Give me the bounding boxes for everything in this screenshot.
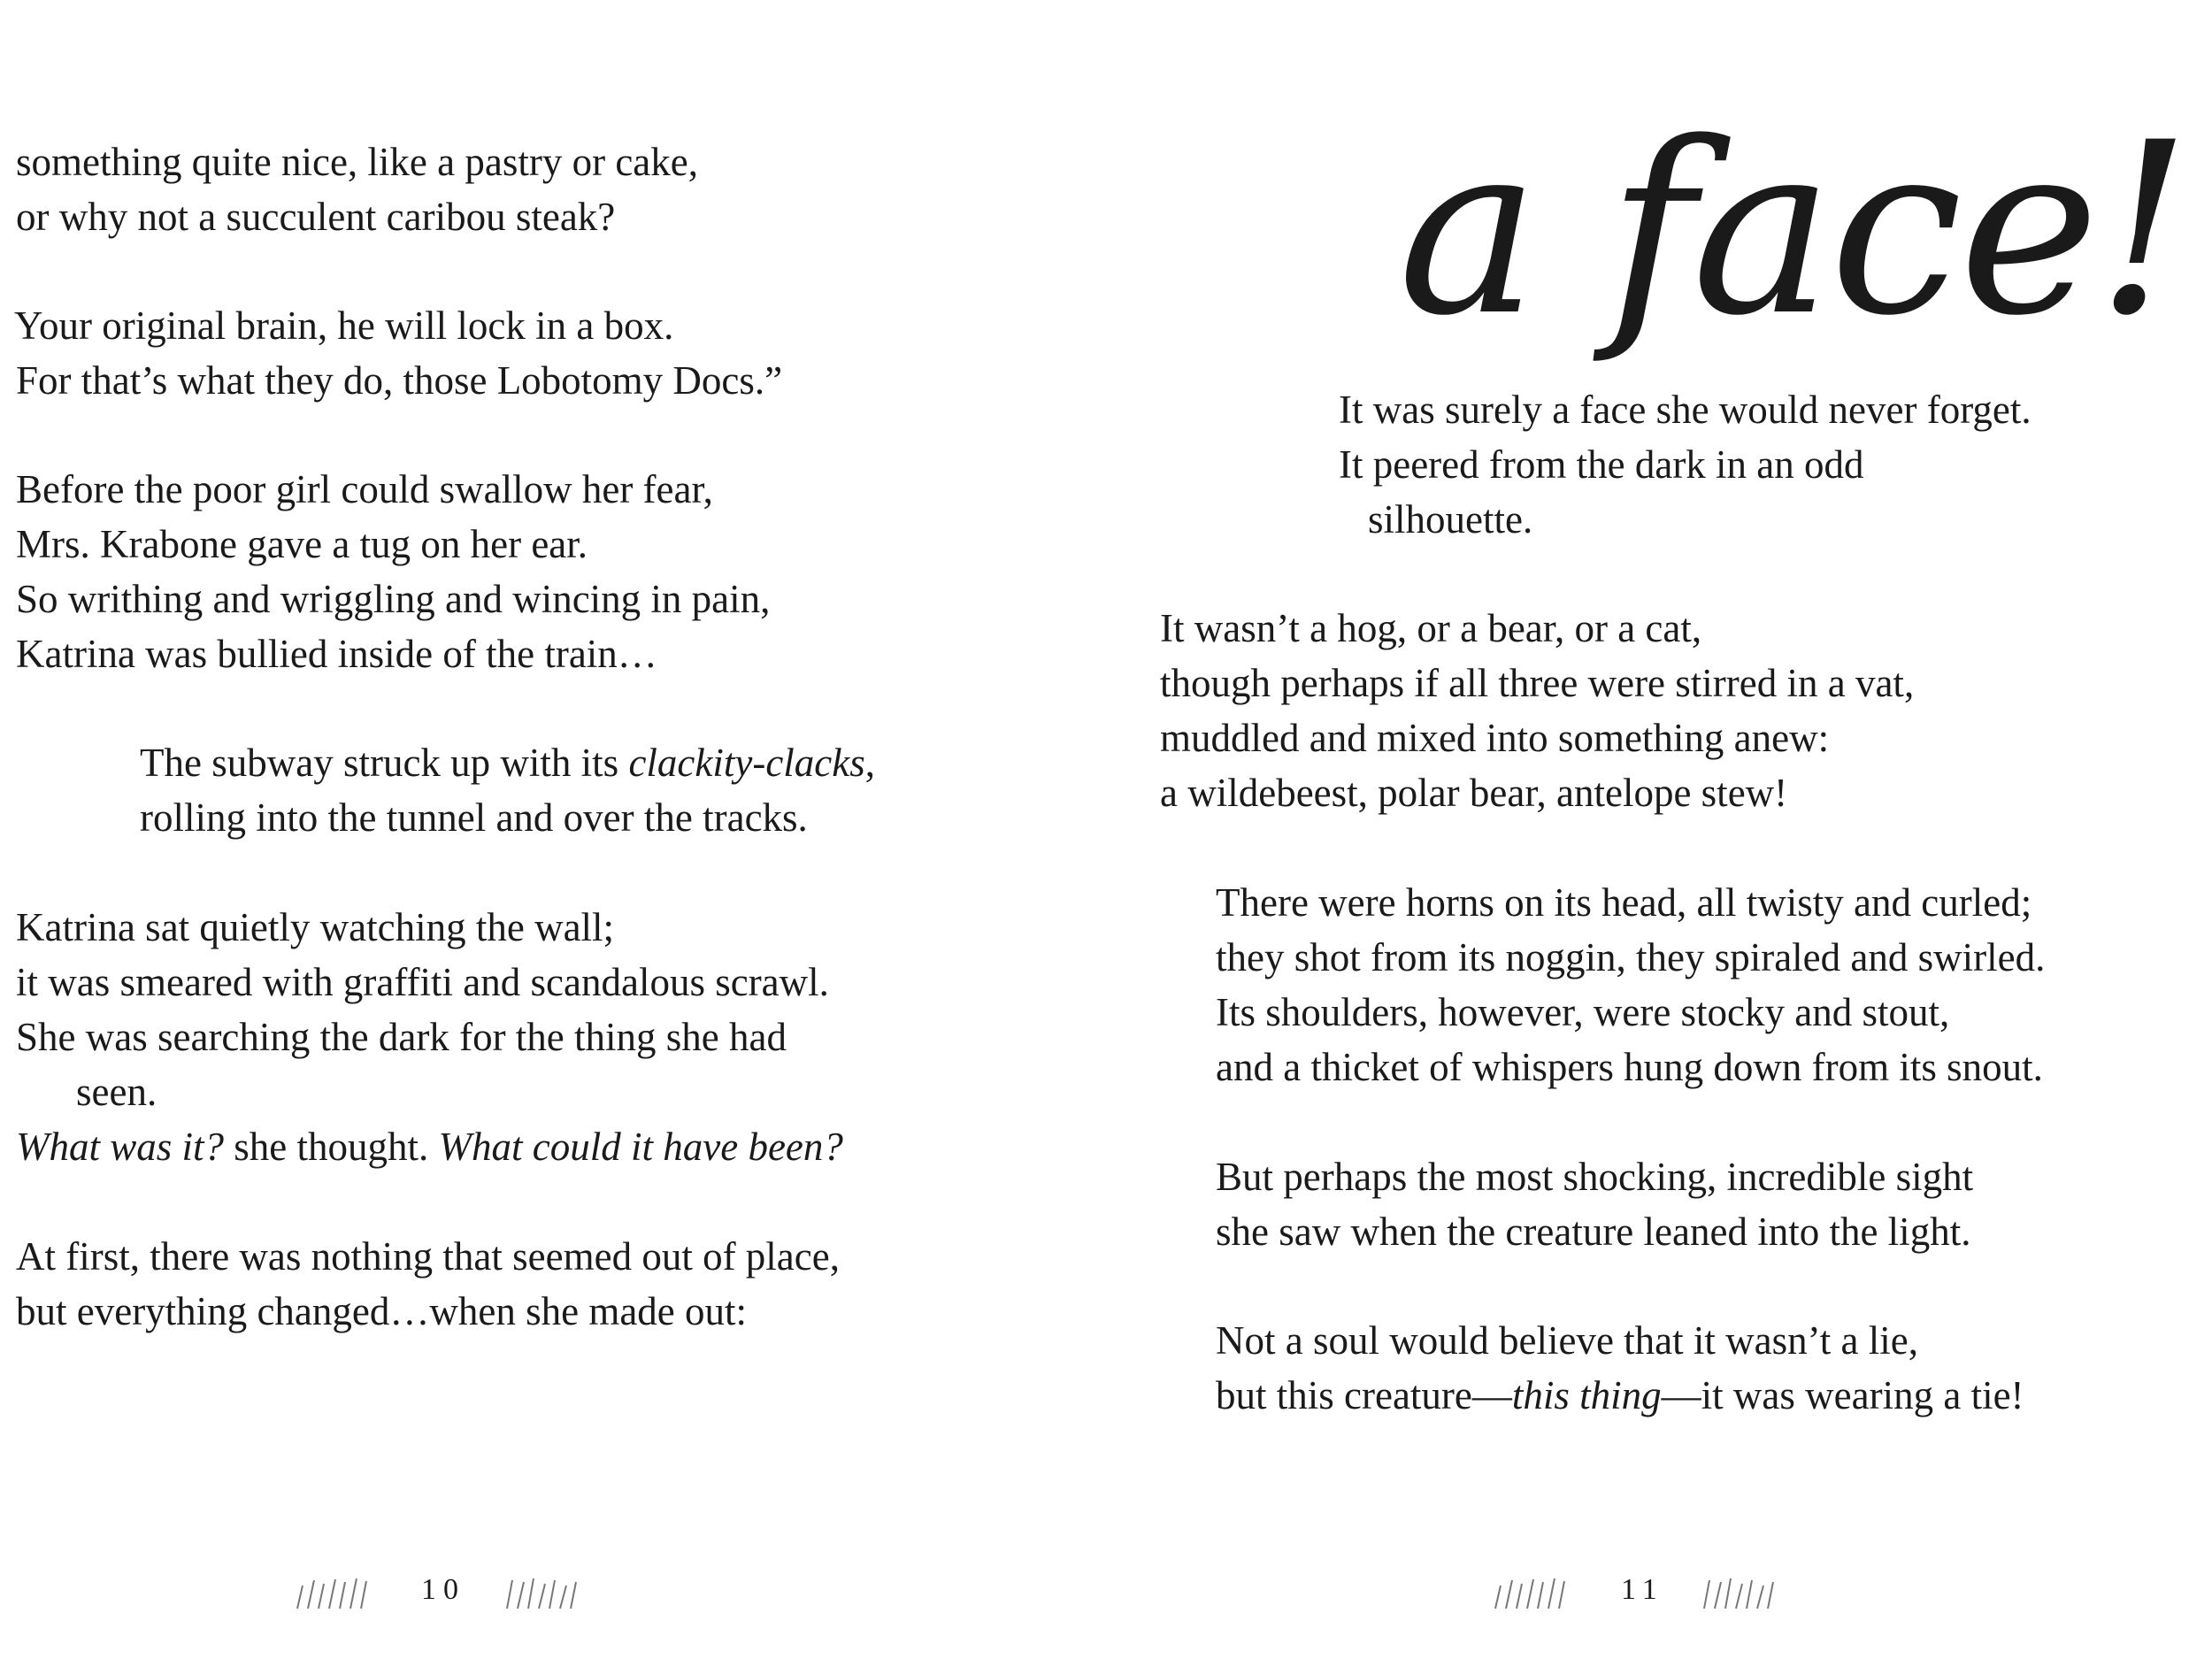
poem-line: There were horns on its head, all twisty and curled;: [1216, 880, 2032, 925]
poem-line: For that’s what they do, those Lobotomy Docs.”: [16, 358, 783, 403]
poem-line: So writhing and wriggling and wincing in pain,: [16, 577, 771, 621]
poem-line: though perhaps if all three were stirred in a vat,: [1160, 661, 1915, 705]
poem-line: but everything changed…when she made out:: [16, 1289, 748, 1333]
hatch-marks-icon: [1490, 1577, 1578, 1610]
poem-text: —it was wearing a tie!: [1661, 1373, 2024, 1417]
poem-line: It peered from the dark in an odd: [1339, 442, 1864, 487]
poem-line: [140, 735, 875, 790]
poem-line: Before the poor girl could swallow her fear,: [16, 467, 713, 511]
poem-emphasis: this thing: [1511, 1373, 1662, 1417]
poem-line: Katrina sat quietly watching the wall;: [16, 905, 615, 949]
poem-line: [16, 1119, 843, 1174]
poem-line: muddled and mixed into something anew:: [1160, 716, 1830, 760]
poem-text: ,: [864, 741, 876, 785]
poem-line: they shot from its noggin, they spiraled and swirled.: [1216, 935, 2046, 979]
hatch-marks-icon: [1697, 1577, 1786, 1610]
poem-line: It wasn’t a hog, or a bear, or a cat,: [1160, 606, 1702, 650]
poem-line: rolling into the tunnel and over the tracks.: [140, 795, 808, 840]
poem-line: She was searching the dark for the thing she had: [16, 1015, 787, 1059]
poem-line: something quite nice, like a pastry or cake,: [16, 140, 698, 184]
poem-line: At first, there was nothing that seemed out of place,: [16, 1234, 840, 1279]
right-page: [1106, 0, 2212, 1659]
poem-line: Not a soul would believe that it wasn’t a lie,: [1216, 1318, 1919, 1363]
poem-emphasis: What was it?: [16, 1125, 225, 1169]
poem-line: Katrina was bullied inside of the train…: [16, 632, 657, 676]
poem-emphasis: What could it have been?: [438, 1125, 843, 1169]
poem-line: Its shoulders, however, were stocky and stout,: [1216, 990, 1950, 1034]
poem-line: she saw when the creature leaned into the light.: [1216, 1210, 1971, 1254]
poem-line: it was smeared with graffiti and scandalous scrawl.: [16, 960, 829, 1004]
poem-line: or why not a succulent caribou steak?: [16, 195, 616, 239]
poem-line: It was surely a face she would never forget.: [1339, 388, 2032, 432]
page-number: 10: [421, 1573, 465, 1606]
poem-line: seen.: [76, 1070, 157, 1114]
poem-line: a wildebeest, polar bear, antelope stew!: [1160, 771, 1788, 815]
poem-text: she thought.: [224, 1125, 439, 1169]
hatch-marks-icon: [500, 1577, 588, 1610]
page-title: a face!: [1398, 92, 2188, 368]
poem-text: The subway struck up with its: [140, 741, 629, 785]
hatch-marks-icon: [292, 1577, 380, 1610]
poem-line: and a thicket of whispers hung down from its snout.: [1216, 1045, 2043, 1089]
page-number: 11: [1621, 1573, 1664, 1606]
poem-line: silhouette.: [1368, 497, 1533, 541]
poem-line: Mrs. Krabone gave a tug on her ear.: [16, 522, 588, 566]
poem-line: [1216, 1368, 2024, 1423]
poem-line: Your original brain, he will lock in a box.: [14, 303, 674, 348]
poem-emphasis: clackity-clacks: [628, 741, 865, 785]
poem-line: But perhaps the most shocking, incredible sight: [1216, 1155, 1974, 1199]
poem-text: but this creature—: [1216, 1373, 1512, 1417]
